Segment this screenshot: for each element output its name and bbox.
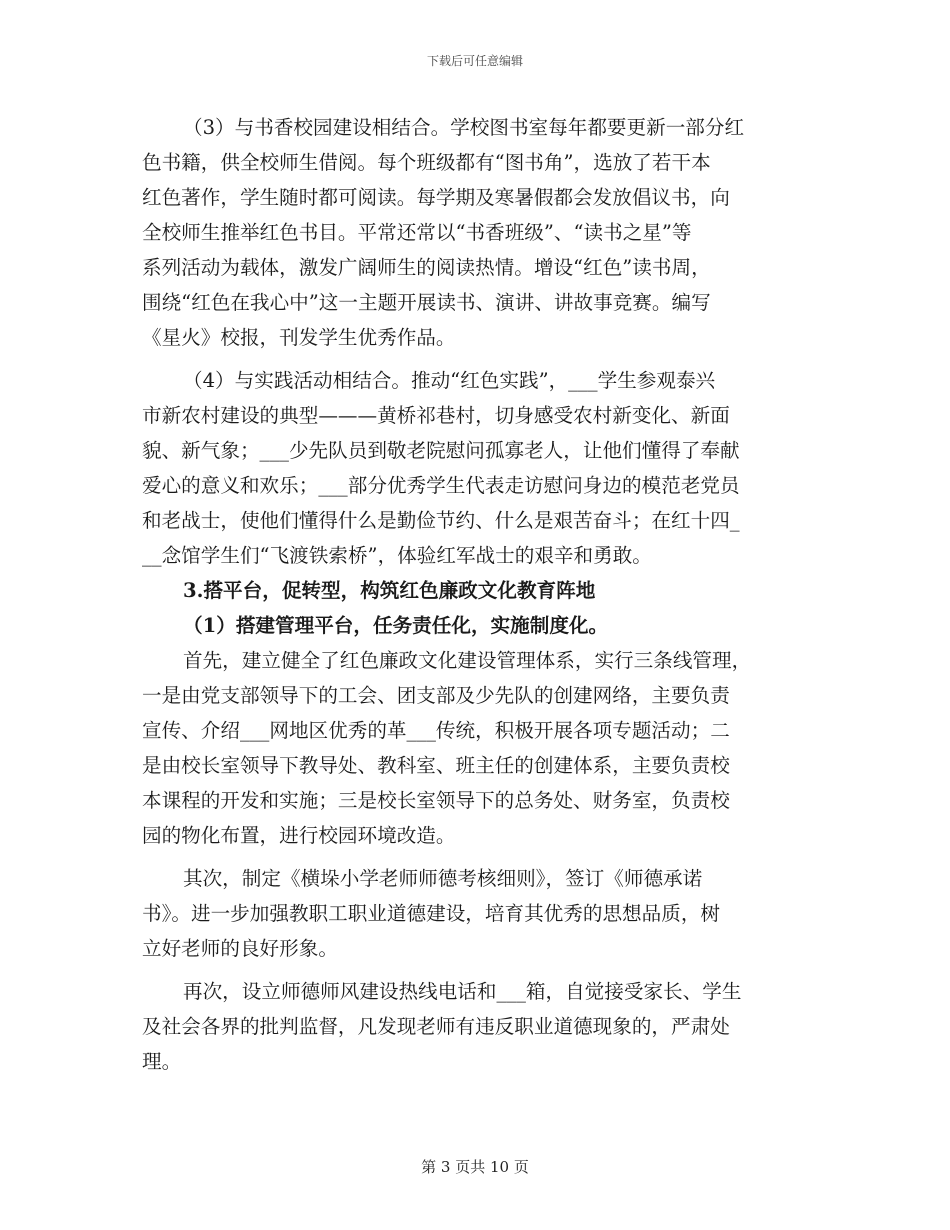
text-line: 首先，建立健全了红色廉政文化建设管理体系，实行三条线管理， <box>183 649 752 672</box>
text-line: 园的物化布置，进行校园环境改造。 <box>142 824 456 847</box>
text-line: 爱心的意义和欢乐；___部分优秀学生代表走访慰问身边的模范老党员 <box>142 474 740 497</box>
text-line: 立好老师的良好形象。 <box>142 937 338 960</box>
text-line: 其次，制定《横垛小学老师师德考核细则》，签订《师德承诺 <box>183 867 703 890</box>
text-line: 《星火》校报，刊发学生优秀作品。 <box>142 326 456 349</box>
text-line: 貌、新气象；___少先队员到敬老院慰问孤寡老人，让他们懂得了奉献 <box>142 439 740 462</box>
text-line: 色书籍，供全校师生借阅。每个班级都有“图书角”，选放了若干本 <box>142 151 711 174</box>
text-line: 书》。进一步加强教职工职业道德建设，培育其优秀的思想品质，树 <box>142 902 721 925</box>
text-line: __念馆学生们“飞渡铁索桥”，体验红军战士的艰辛和勇敢。 <box>142 544 652 567</box>
text-line: 红色著作，学生随时都可阅读。每学期及寒暑假都会发放倡议书，向 <box>142 186 730 209</box>
paragraph-hotline-supervision <box>142 974 810 1079</box>
page-header-note: 下载后可任意编辑 <box>426 54 523 68</box>
paragraph-practice-activities <box>142 363 810 573</box>
text-line: 理。 <box>142 1050 182 1073</box>
paragraph-teacher-ethics-rules <box>142 861 810 966</box>
paragraph-management-system <box>142 643 810 853</box>
text-line: （3）与书香校园建设相结合。学校图书室每年都要更新一部分红 <box>183 116 745 139</box>
text-line: 系列活动为载体，激发广阔师生的阅读热情。增设“红色”读书周， <box>142 256 711 279</box>
text-line: 市新农村建设的典型———黄桥祁巷村，切身感受农村新变化、新面 <box>142 404 730 427</box>
text-line: 再次，设立师德师风建设热线电话和___箱，自觉接受家长、学生 <box>183 980 742 1003</box>
text-line: 一是由党支部领导下的工会、团支部及少先队的创建网络，主要负责 <box>142 684 730 707</box>
text-line: 是由校长室领导下教导处、教科室、班主任的创建体系，主要负责校 <box>142 754 730 777</box>
subsection-heading: （1）搭建管理平台，任务责任化，实施制度化。 <box>183 614 609 637</box>
text-line: 本课程的开发和实施；三是校长室领导下的总务处、财务室，负责校 <box>142 789 730 812</box>
text-line: 宣传、介绍___网地区优秀的革___传统，积极开展各项专题活动；二 <box>142 719 730 742</box>
text-line: 全校师生推举红色书目。平常还常以“书香班级”、“读书之星”等 <box>142 221 692 244</box>
page-number: 第 3 页共 10 页 <box>421 1158 529 1176</box>
section-heading: 3.搭平台，促转型，构筑红色廉政文化教育阵地 <box>183 579 596 602</box>
paragraph-book-campus <box>142 110 810 355</box>
text-line: （4）与实践活动相结合。推动“红色实践”，___学生参观泰兴 <box>183 369 716 392</box>
text-line: 及社会各界的批判监督，凡发现老师有违反职业道德现象的，严肃处 <box>142 1015 730 1038</box>
document-body <box>142 110 810 1079</box>
text-line: 和老战士，使他们懂得什么是勤俭节约、什么是艰苦奋斗；在红十四_ <box>142 509 740 532</box>
text-line: 围绕“红色在我心中”这一主题开展读书、演讲、讲故事竞赛。编写 <box>142 291 711 314</box>
